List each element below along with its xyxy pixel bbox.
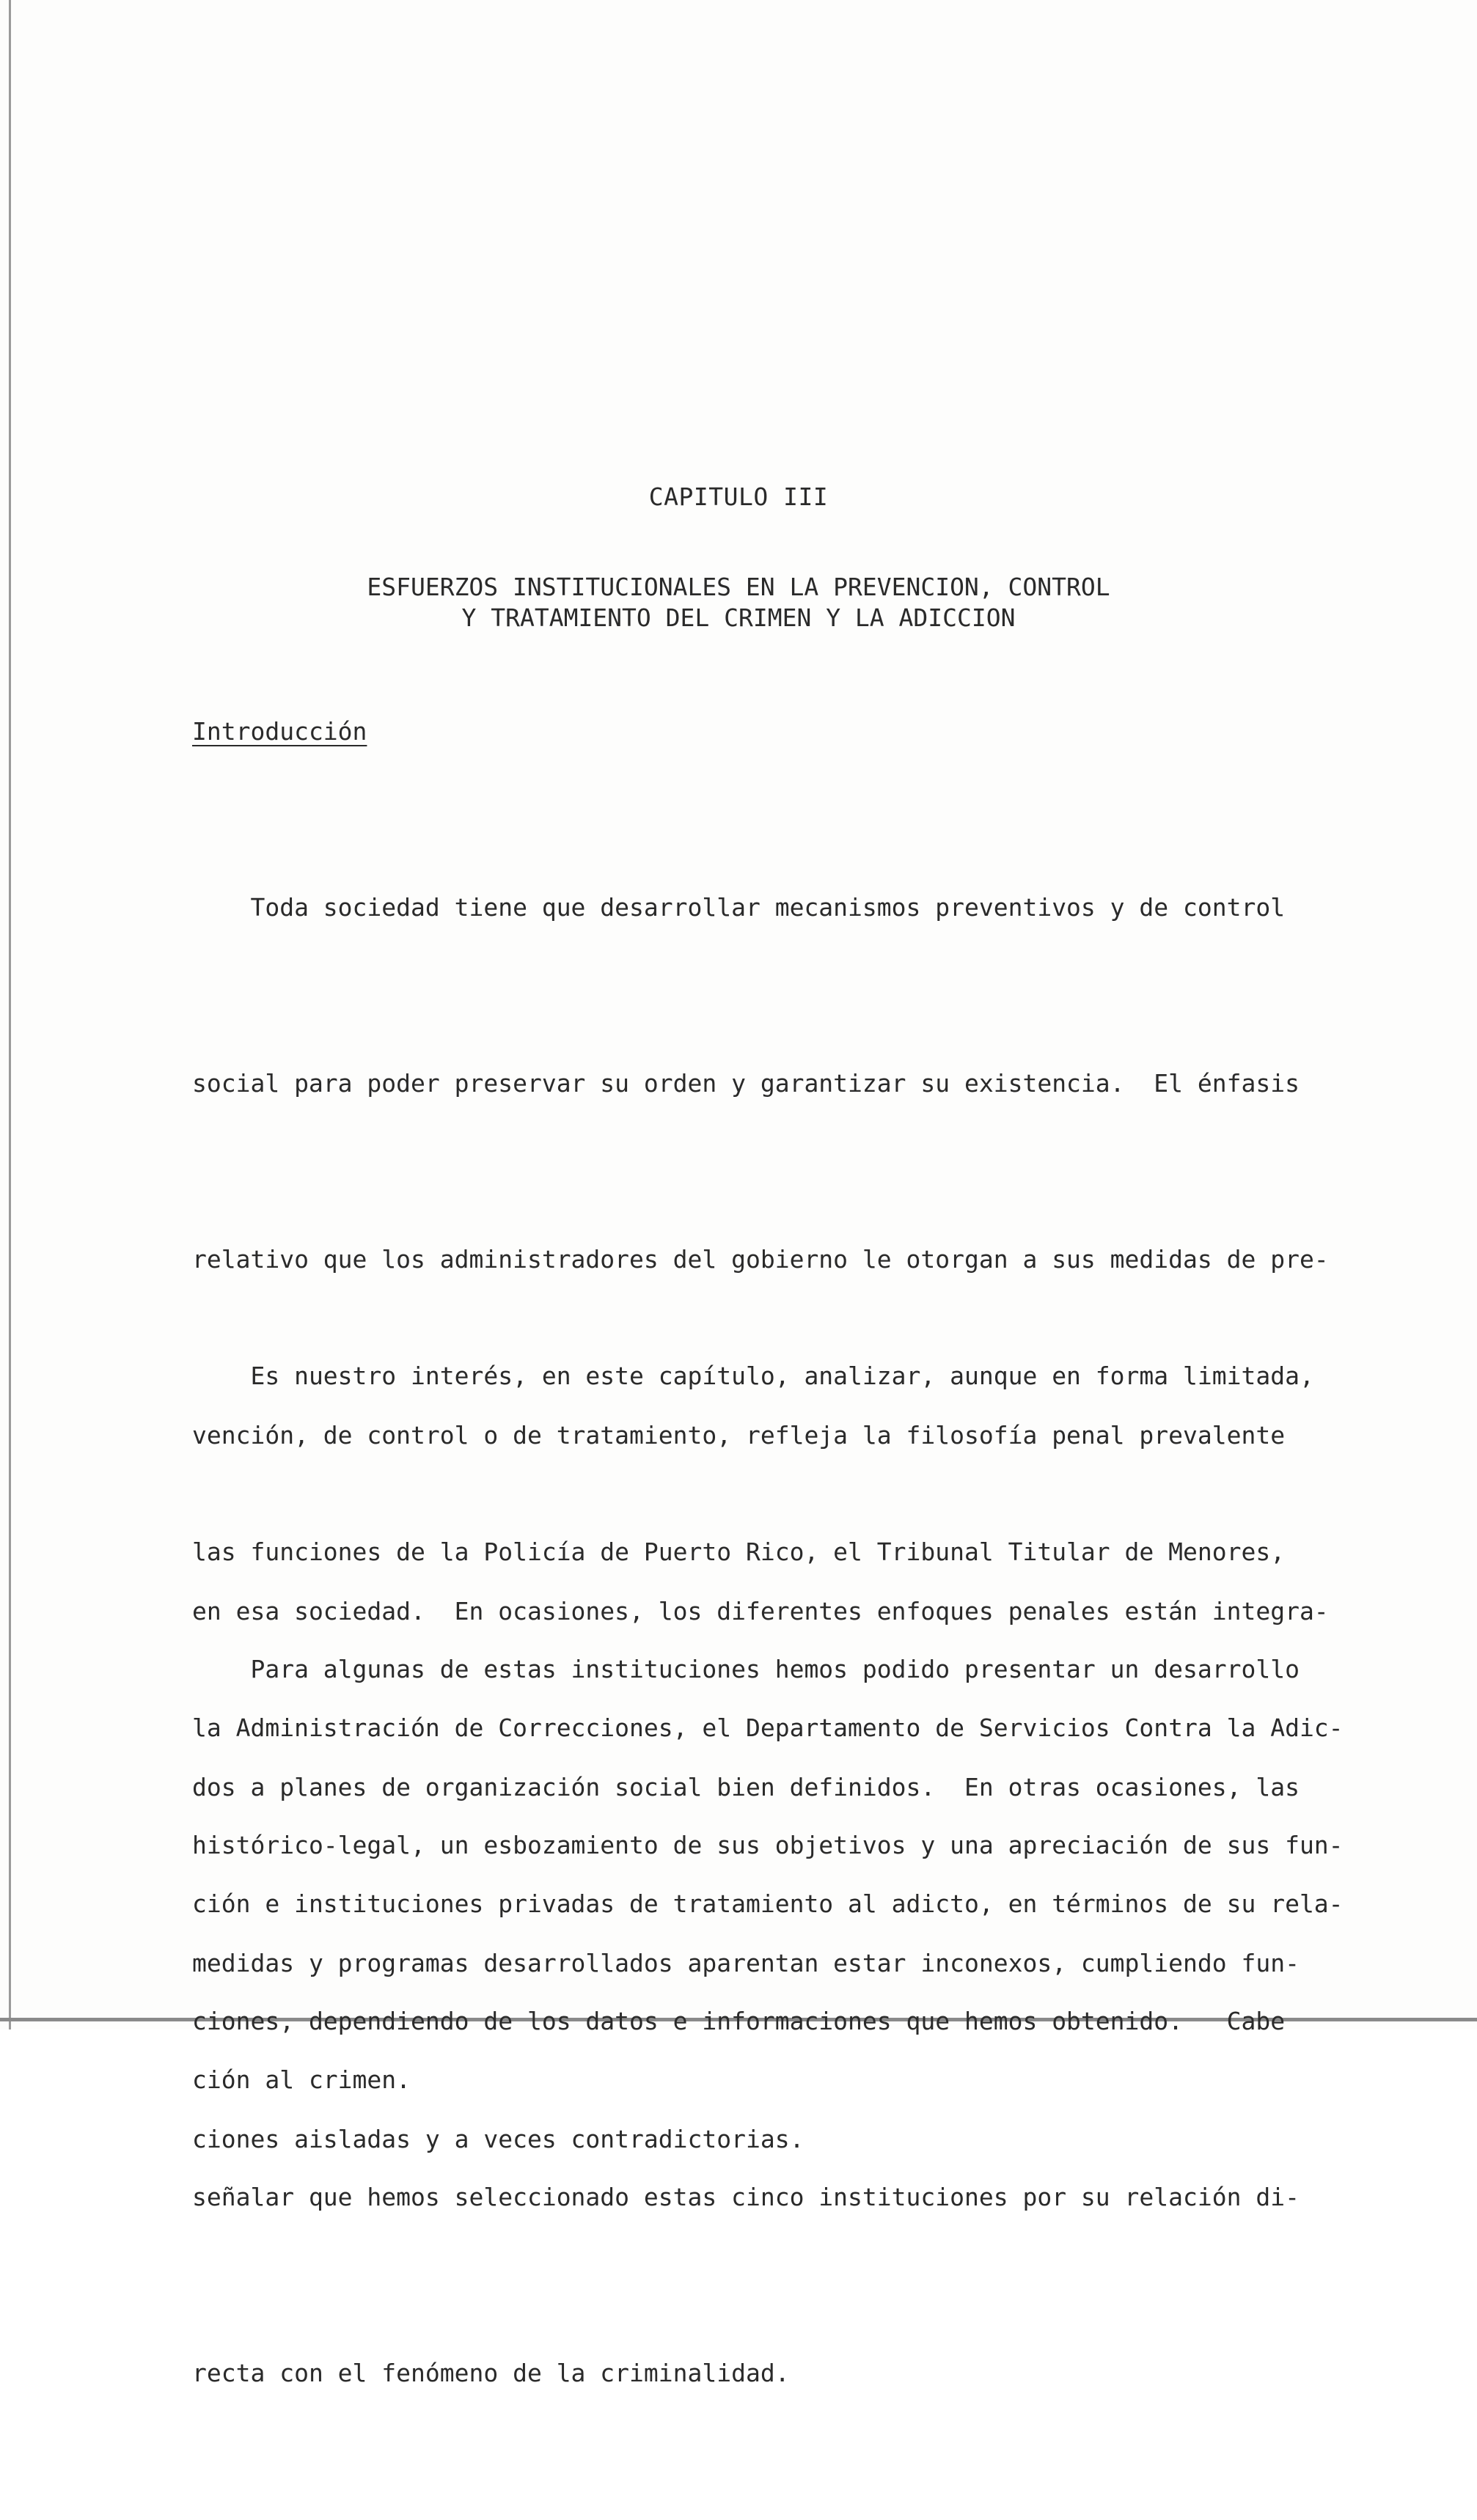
paragraph-line: Para algunas de estas instituciones hemos podido presentar un desarrollo — [192, 1655, 1300, 1683]
paragraph-line: vención, de control o de tratamiento, refleja la filosofía penal prevalente — [192, 1421, 1286, 1450]
paragraph-3 — [192, 1523, 1344, 2520]
paragraph-line: ción al crimen. — [192, 2065, 411, 2094]
paragraph-line: histórico-legal, un esbozamiento de sus objetivos y una apreciación de sus fun- — [192, 1831, 1344, 1859]
paragraph-line: la Administración de Correcciones, el Departamento de Servicios Contra la Adic- — [192, 1713, 1344, 1742]
paragraph-line: ciones, dependiendo de los datos e informaciones que hemos obtenido. Cabe — [192, 2007, 1286, 2035]
paragraph-line: social para poder preservar su orden y garantizar su existencia. El énfasis — [192, 1069, 1300, 1098]
chapter-title-line-1: ESFUERZOS INSTITUCIONALES EN LA PREVENCION, CONTROL — [367, 573, 1110, 601]
paragraph-line: Toda sociedad tiene que desarrollar mecanismos preventivos y de control — [192, 893, 1286, 922]
chapter-label: CAPITULO III — [648, 482, 829, 511]
chapter-title — [0, 572, 1477, 633]
paragraph-line: medidas y programas desarrollados aparentan estar inconexos, cumpliendo fun- — [192, 1949, 1300, 1977]
paragraph-line: señalar que hemos seleccionado estas cinco instituciones por su relación di- — [192, 2183, 1300, 2211]
paragraph-line: Es nuestro interés, en este capítulo, analizar, aunque en forma limitada, — [192, 1362, 1314, 1390]
section-heading: Introducción — [192, 717, 367, 746]
paragraph-line: ción e instituciones privadas de tratamiento al adicto, en términos de su rela- — [192, 1889, 1344, 1918]
paragraph-line: en esa sociedad. En ocasiones, los diferentes enfoques penales están integra- — [192, 1597, 1329, 1625]
paragraph-line: recta con el fenómeno de la criminalidad. — [192, 2359, 790, 2387]
scan-left-edge — [9, 0, 11, 2029]
paragraph-line: ciones aisladas y a veces contradictorias. — [192, 2125, 805, 2153]
chapter-title-line-2: Y TRATAMIENTO DEL CRIMEN Y LA ADICCION — [461, 603, 1016, 632]
paragraph-line: dos a planes de organización social bien definidos. En otras ocasiones, las — [192, 1773, 1300, 1801]
paragraph-line: las funciones de la Policía de Puerto Rico, el Tribunal Titular de Menores, — [192, 1538, 1286, 1566]
paragraph-line: relativo que los administradores del gobierno le otorgan a sus medidas de pre- — [192, 1245, 1329, 1274]
